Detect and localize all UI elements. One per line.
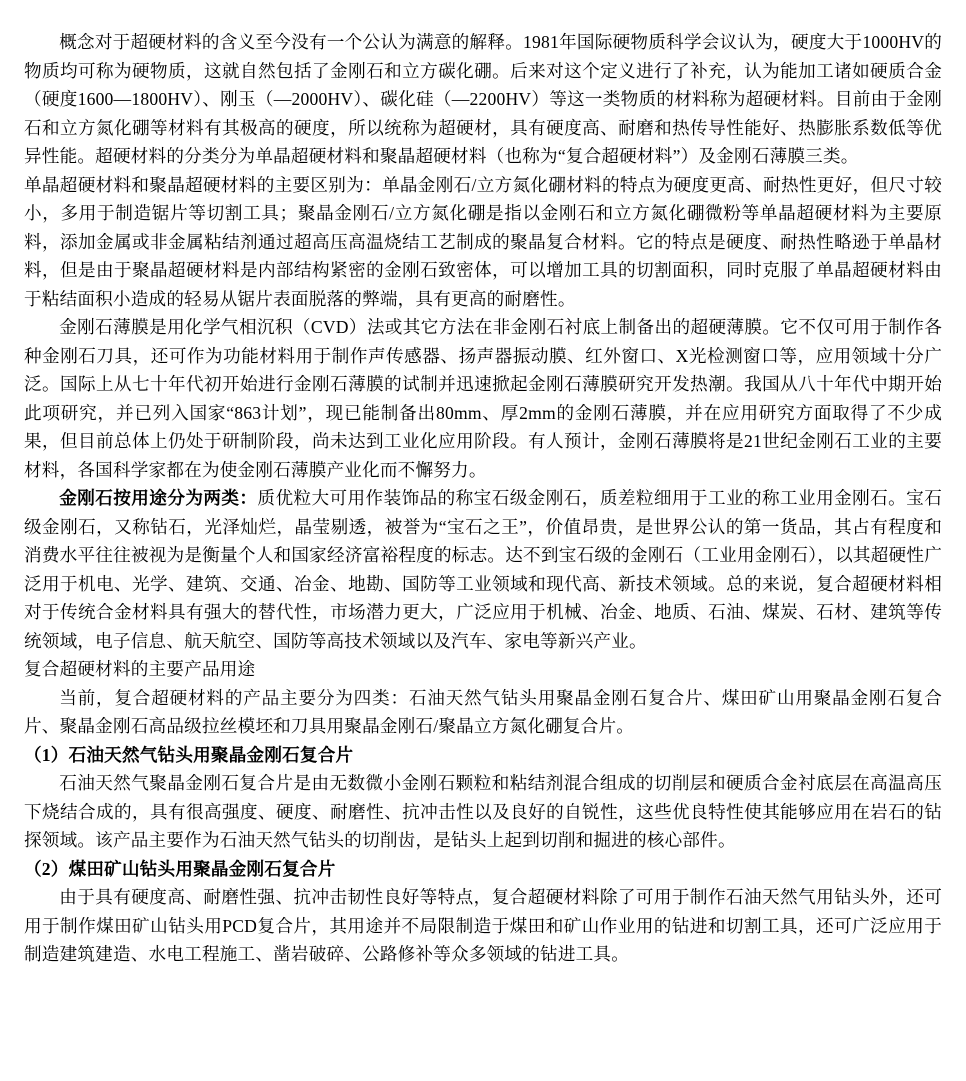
section-heading-1: （1）石油天然气钻头用聚晶金刚石复合片 bbox=[24, 744, 354, 765]
paragraph-3: 金刚石薄膜是用化学气相沉积（CVD）法或其它方法在非金刚石衬底上制备出的超硬薄膜。它不仅可用于制作各种金刚石刀具，还可作为功能材料用于制作声传感器、扬声器振动膜、红外窗口、X光检测窗口等，应用领域十分广泛。国际上从七十年代初开始进行金刚石薄膜的试制并迅速掀起金刚石薄膜研究开发热潮。我国从八十年代中期开始此项研究，并已列入国家“863计划”，现已能制备出80mm、厚2mm的金刚石薄膜，并在应用研究方面取得了不少成果，但目前总体上仍处于研制阶段，尚未达到工业化应用阶段。有人预计，金刚石薄膜将是21世纪金刚石工业的主要材料，各国科学家都在为使金刚石薄膜产业化而不懈努力。 bbox=[24, 317, 942, 480]
paragraph-8: 石油天然气聚晶金刚石复合片是由无数微小金刚石颗粒和粘结剂混合组成的切削层和硬质合金衬底层在高温高压下烧结合成的，具有很高强度、硬度、耐磨性、抗冲击性以及良好的自锐性，这些优良特性使其能够应用在岩石的钻探领域。该产品主要作为石油天然气钻头的切削齿，是钻头上起到切削和掘进的核心部件。 bbox=[24, 773, 942, 850]
paragraph-5: 复合超硬材料的主要产品用途 bbox=[24, 659, 256, 679]
paragraph-4-text: 质优粒大可用作装饰品的称宝石级金刚石，质差粒细用于工业的称工业用金刚石。宝石级金刚石，又称钻石，光泽灿烂，晶莹剔透，被誉为“宝石之王”，价值昂贵，是世界公认的第一货品，其占有程度和消费水平往往被视为是衡量个人和国家经济富裕程度的标志。达不到宝石级的金刚石（工业用金刚石），以其超硬性广泛用于机电、光学、建筑、交通、冶金、地勘、国防等工业领域和现代高、新技术领域。总的来说，复合超硬材料相对于传统合金材料具有强大的替代性，市场潜力更大，广泛应用于机械、冶金、地质、石油、煤炭、石材、建筑等传统领域，电子信息、航天航空、国防等高技术领域以及汽车、家电等新兴产业。 bbox=[24, 488, 942, 651]
paragraph-4 bbox=[24, 484, 942, 655]
paragraph-6: 当前，复合超硬材料的产品主要分为四类：石油天然气钻头用聚晶金刚石复合片、煤田矿山用聚晶金刚石复合片、聚晶金刚石高品级拉丝模坯和刀具用聚晶金刚石/聚晶立方氮化硼复合片。 bbox=[24, 687, 942, 736]
paragraph-1: 概念对于超硬材料的含义至今没有一个公认为满意的解释。1981年国际硬物质科学会议认为，硬度大于1000HV的物质均可称为硬物质，这就自然包括了金刚石和立方碳化硼。后来对这个定义进行了补充，认为能加工诸如硬质合金（硬度1600—1800HV）、刚玉（—2000HV）、碳化硅（—2200HV）等这一类物质的材料称为超硬材料。目前由于金刚石和立方氮化硼等材料有其极高的硬度，所以统称为超硬材，具有硬度高、耐磨和热传导性能好、热膨胀系数低等优异性能。超硬材料的分类分为单晶超硬材料和聚晶超硬材料（也称为“复合超硬材料”）及金刚石薄膜三类。 bbox=[24, 32, 942, 166]
document-body bbox=[24, 28, 942, 969]
paragraph-10: 由于具有硬度高、耐磨性强、抗冲击韧性良好等特点，复合超硬材料除了可用于制作石油天然气用钻头外，还可用于制作煤田矿山钻头用PCD复合片，其用途并不局限制造于煤田和矿山作业用的钻进和切割工具，还可广泛应用于制造建筑建造、水电工程施工、凿岩破碎、公路修补等众多领域的钻进工具。 bbox=[24, 887, 942, 964]
paragraph-4-lead: 金刚石按用途分为两类： bbox=[59, 488, 258, 508]
section-heading-2: （2）煤田矿山钻头用聚晶金刚石复合片 bbox=[24, 858, 336, 879]
paragraph-2: 单晶超硬材料和聚晶超硬材料的主要区别为：单晶金刚石/立方氮化硼材料的特点为硬度更高、耐热性更好，但尺寸较小，多用于制造锯片等切割工具；聚晶金刚石/立方氮化硼是指以金刚石和立方氮化硼微粉等单晶超硬材料为主要原料，添加金属或非金属粘结剂通过超高压高温烧结工艺制成的聚晶复合材料。它的特点是硬度、耐热性略逊于单晶材料，但是由于聚晶超硬材料是内部结构紧密的金刚石致密体，可以增加工具的切割面积，同时克服了单晶超硬材料由于粘结面积小造成的轻易从锯片表面脱落的弊端，具有更高的耐磨性。 bbox=[24, 174, 942, 309]
